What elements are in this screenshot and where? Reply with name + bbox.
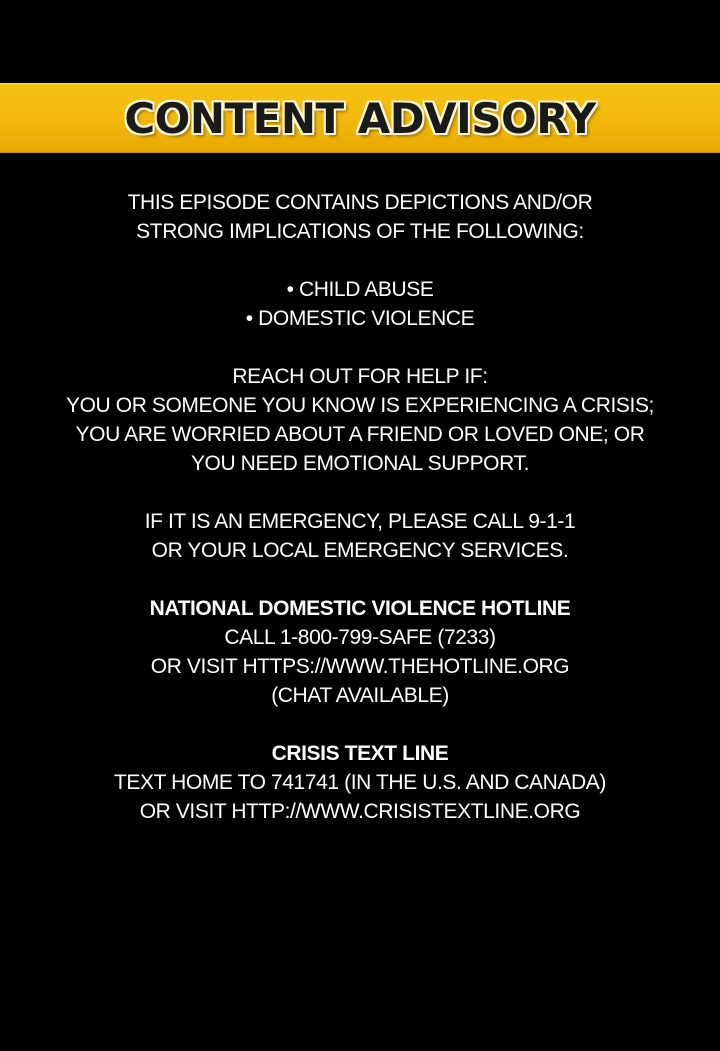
spacer bbox=[0, 333, 720, 362]
spacer bbox=[0, 478, 720, 507]
hotline-chat-note: (CHAT AVAILABLE) bbox=[271, 684, 449, 707]
crisis-text-instructions: TEXT HOME TO 741741 (IN THE U.S. AND CANADA) bbox=[114, 771, 606, 794]
emergency-line-1: IF IT IS AN EMERGENCY, PLEASE CALL 9-1-1 bbox=[144, 510, 576, 533]
help-heading: REACH OUT FOR HELP IF: bbox=[232, 365, 488, 388]
hotline-website: OR VISIT HTTPS://WWW.THEHOTLINE.ORG bbox=[150, 655, 570, 678]
spacer bbox=[0, 246, 720, 275]
help-line-crisis: YOU OR SOMEONE YOU KNOW IS EXPERIENCING A CRISIS; bbox=[66, 394, 654, 417]
intro-line-1: THIS EPISODE CONTAINS DEPICTIONS AND/OR bbox=[127, 191, 593, 214]
advisory-title: CONTENT ADVISORY bbox=[124, 94, 596, 143]
advisory-banner bbox=[0, 83, 720, 153]
crisis-text-line-name: CRISIS TEXT LINE bbox=[271, 742, 449, 765]
topic-item-child-abuse: • CHILD ABUSE bbox=[286, 278, 434, 301]
crisis-text-website: OR VISIT HTTP://WWW.CRISISTEXTLINE.ORG bbox=[139, 800, 581, 823]
spacer bbox=[0, 710, 720, 739]
help-line-worried: YOU ARE WORRIED ABOUT A FRIEND OR LOVED ONE; OR bbox=[75, 423, 645, 446]
advisory-content bbox=[0, 188, 720, 826]
hotline-name: NATIONAL DOMESTIC VIOLENCE HOTLINE bbox=[149, 597, 571, 620]
hotline-phone: CALL 1-800-799-SAFE (7233) bbox=[224, 626, 496, 649]
spacer bbox=[0, 565, 720, 594]
emergency-line-2: OR YOUR LOCAL EMERGENCY SERVICES. bbox=[151, 539, 569, 562]
intro-line-2: STRONG IMPLICATIONS OF THE FOLLOWING: bbox=[136, 220, 584, 243]
topic-item-domestic-violence: • DOMESTIC VIOLENCE bbox=[245, 307, 475, 330]
help-line-support: YOU NEED EMOTIONAL SUPPORT. bbox=[190, 452, 530, 475]
